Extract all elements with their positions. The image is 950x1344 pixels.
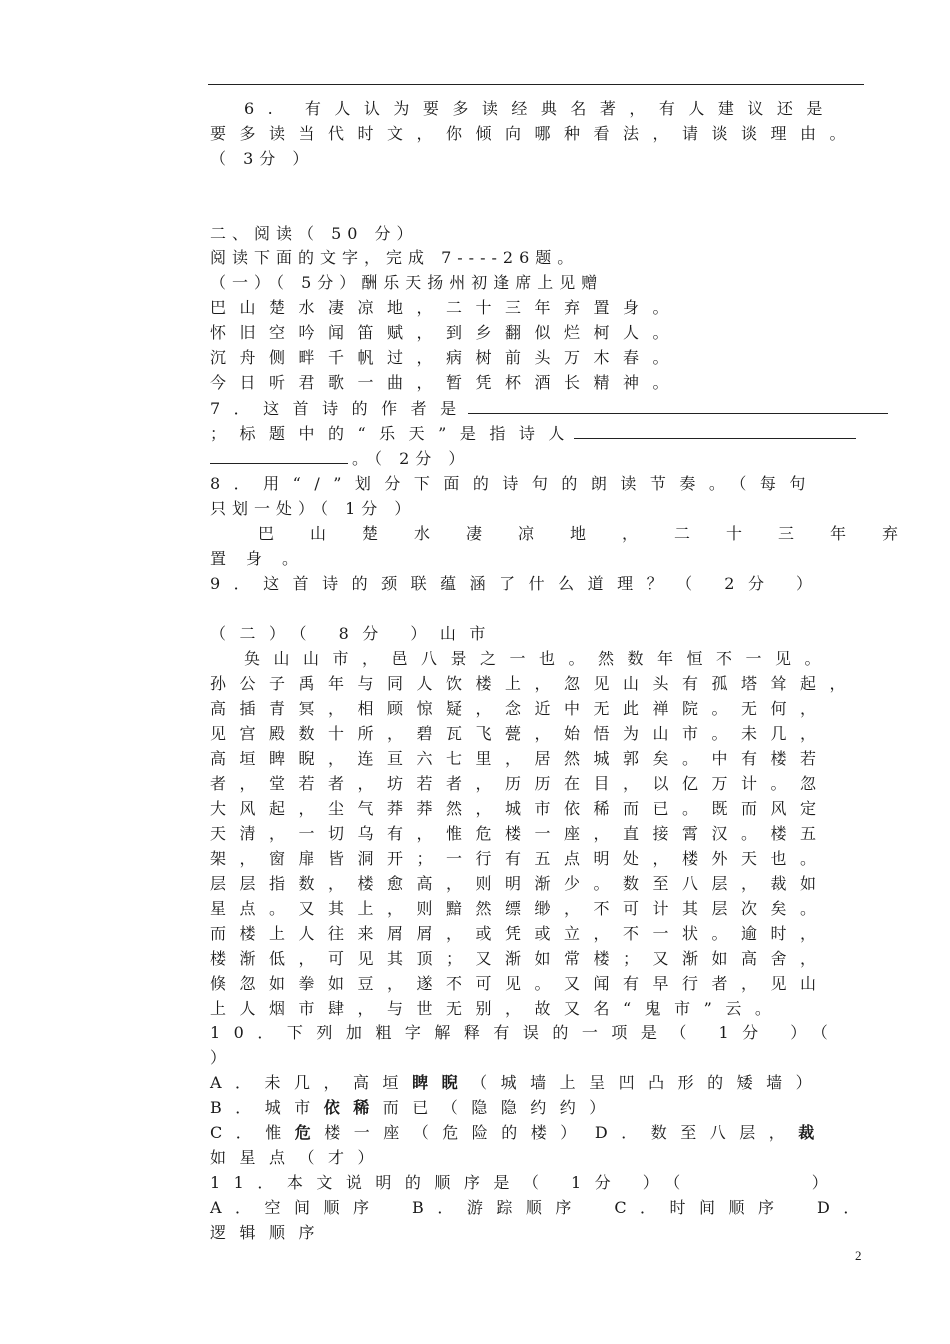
q7-line1 (210, 397, 866, 421)
q7-answer-blank-poet[interactable] (574, 423, 856, 439)
bold-word: 裁 (798, 1123, 828, 1142)
poem-line: 今日听君歌一曲，暂凭杯酒长精神。 (210, 373, 683, 392)
passage-line: 上人烟市肆，与世无别，故又名“鬼市”云。 (210, 999, 785, 1018)
passage-line: 高垣睥睨，连亘六七里，居然城郭矣。中有楼若 (210, 749, 830, 768)
option-gloss: 而已（隐隐约约） (382, 1098, 619, 1117)
q8-verse-rest: 山楚水凄凉地，二十三年弃 (310, 524, 935, 543)
q8-verse-line2: 置身。 (210, 549, 319, 568)
passage-line: 星点。又其上，则黯然缥缈，不可计其层次矣。 (210, 899, 830, 918)
option-text: D．数至八层， (594, 1123, 799, 1142)
passage-line: 者，堂若者，坊若者，历历在目，以亿万计。忽 (210, 774, 830, 793)
q6-line2: 要多读当代时文，你倾向哪种看法，请谈谈理由。 (210, 124, 860, 143)
q10-option-c-d (210, 1121, 866, 1145)
q7-line3 (210, 447, 866, 471)
option-gloss: 楼一座（危险的楼） (324, 1123, 590, 1142)
passage-line: 高插青冥，相顾惊疑，念近中无此禅院。无何， (210, 699, 830, 718)
poem-line: 巴山楚水凄凉地，二十三年弃置身。 (210, 298, 683, 317)
q7-line2 (210, 422, 866, 446)
passage-line: 楼渐低，可见其顶；又渐如常楼；又渐如高舍， (210, 949, 830, 968)
passage-line: 天清，一切乌有，惟危楼一座，直接霄汉。楼五 (210, 824, 830, 843)
q7-prompt-2: ；标题中的“乐天”是指诗人 (210, 424, 578, 443)
passage-title: （二）（ 8分 ）山市 (210, 624, 499, 643)
passage-line: 层层指数，楼愈高，则明渐少。数至八层，裁如 (210, 874, 830, 893)
q7-prompt: 7．这首诗的作者是 (210, 399, 470, 418)
q8-line2: 只划一处）（ 1分 ） (210, 499, 417, 518)
q7-answer-blank-cont[interactable] (210, 448, 348, 464)
passage-segment: 见宫殿数十所，碧瓦飞甍，始 (210, 724, 594, 743)
q11-options-cont: 逻辑顺序 (210, 1223, 329, 1242)
q7-score: 。（ 2分 ） (352, 449, 471, 468)
section2-intro: 阅读下面的文字，完成 7----26题。 (210, 248, 580, 267)
q8-verse-line1 (258, 522, 935, 546)
bold-word: 依稀 (323, 1098, 383, 1117)
q10-line1: 10．下列加粗字解释有误的一项是（ 1分 ）（ (210, 1023, 842, 1042)
q10-option-d-cont: 如星点（才） (210, 1148, 388, 1167)
q6-score: （ 3分 ） (210, 149, 315, 168)
option-text: A．未几，高垣 (210, 1073, 413, 1092)
passage-segment: 悟为山市。未几， (593, 724, 830, 743)
q10-line2: ） (210, 1048, 240, 1067)
q7-answer-blank-author[interactable] (468, 398, 888, 414)
q8-verse-first-char: 巴 (258, 524, 311, 543)
poem-title: （一）（ 5分）酬乐天扬州初逢席上见赠 (210, 273, 604, 292)
q6-line1: 6. 有人认为要多读经典名著，有人建议还是 (244, 99, 836, 118)
passage-line: 大风起，尘气莽莽然，城市依稀而已。既而风定 (210, 799, 830, 818)
passage-line: 倏忽如拳如豆，遂不可见。又闻有早行者，见山 (210, 974, 830, 993)
q10-option-a (210, 1071, 866, 1095)
q8-line1: 8．用“/”划分下面的诗句的朗读节奏。（每句 (210, 474, 819, 493)
q11-line1: 11．本文说明的顺序是（ 1分 ）（ ） (210, 1173, 842, 1192)
passage-line: 奂山山市，邑八景之一也。然数年恒不一见。 (244, 649, 835, 668)
section2-heading: 二、阅读（ 50 分） (210, 224, 419, 243)
poem-line: 怀旧空吟闻笛赋，到乡翻似烂柯人。 (210, 323, 683, 342)
option-gloss: （城墙上呈凹凸形的矮墙） (471, 1073, 826, 1092)
passage-line: 架，窗扉皆洞开；一行有五点明处，楼外天也。 (210, 849, 830, 868)
passage-line (210, 722, 866, 746)
option-text: B．城市 (210, 1098, 324, 1117)
q9-line1: 9．这首诗的颈联蕴涵了什么道理？（ 2分 ） (210, 574, 826, 593)
q10-option-b (210, 1096, 866, 1120)
q11-options: A．空间顺序 B．游踪顺序 C．时间顺序 D． (210, 1198, 873, 1217)
passage-line: 而楼上人往来屑屑，或凭或立，不一状。逾时， (210, 924, 830, 943)
bold-word: 危 (294, 1123, 325, 1142)
bold-word: 睥睨 (412, 1073, 472, 1092)
page-number: 2 (855, 1248, 862, 1263)
poem-line: 沉舟侧畔千帆过，病树前头万木春。 (210, 348, 683, 367)
passage-line: 孙公子禹年与同人饮楼上，忽见山头有孤塔耸起， (210, 674, 860, 693)
option-text: C．惟 (210, 1123, 295, 1142)
header-rule (208, 84, 864, 85)
